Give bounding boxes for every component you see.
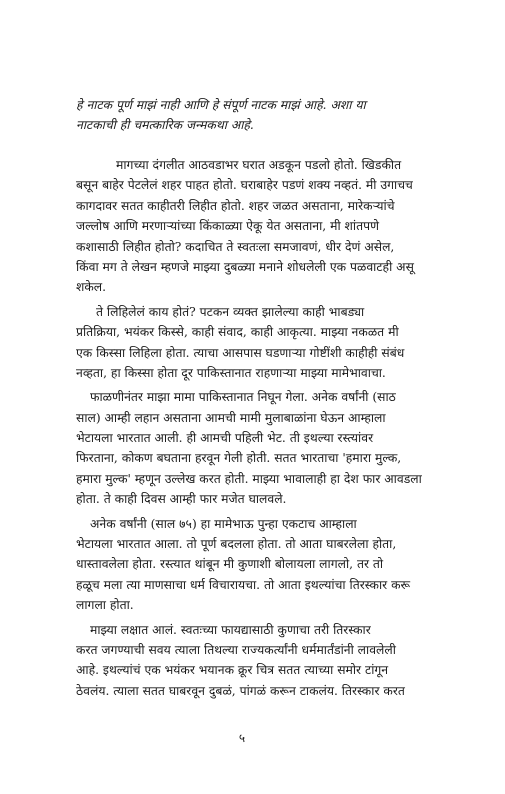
text-line: शकेल. [76, 280, 107, 295]
text-line: मागच्या दंगलीत आठवडाभर घरात अडकून पडलो होतो. खिडकीत [116, 158, 402, 172]
text-line: हमारा मुल्क' म्हणून उल्लेख करत होती. माझ्या भावालाही हा देश फार आवडला [76, 471, 422, 486]
paragraph [76, 155, 432, 298]
text-line: साल) आम्ही लहान असताना आमची मामी मुलाबाळांना घेऊन आम्हाला [76, 410, 386, 425]
text-line: जल्लोष आणि मरणाऱ्यांच्या किंकाळ्या ऐकू येत असताना, मी शांतपणे [76, 219, 379, 234]
text-line: एक किस्सा लिहिला होता. त्याचा आसपास घडणाऱ्या गोष्टींशी काहीही संबंध [76, 345, 405, 360]
text-line: अनेक वर्षांनी (साल ७५) हा मामेभाऊ पुन्हा एकटाच आम्हाला [90, 516, 357, 531]
text-line: नाटकाची ही चमत्कारिक जन्मकथा आहे. [76, 118, 254, 133]
paragraph [76, 620, 432, 702]
text-line: फिरताना, कोकण बघताना हरवून गेली होती. सतत भारताचा 'हमारा मुल्क, [76, 451, 402, 466]
text-line: भेटायला भारतात आला. तो पूर्ण बदलला होता. तो आता घाबरलेला होता, [76, 537, 397, 552]
page-number: ५ [238, 731, 246, 745]
paragraph [76, 302, 432, 384]
text-line: बसून बाहेर पेटलेलं शहर पाहत होतो. घराबाहेर पडणं शक्य नव्हतं. मी उगाचच [76, 178, 413, 193]
body-text [76, 155, 432, 701]
text-line: करत जगण्याची सवय त्याला तिथल्या राज्यकर्त्यांनी धर्ममार्तंडांनी लावलेली [76, 642, 396, 657]
text-line: फाळणीनंतर माझा मामा पाकिस्तानात निघून गेला. अनेक वर्षांनी (साठ [90, 390, 396, 405]
text-line: कशासाठी लिहीत होतो? कदाचित ते स्वतःला समजावणं, धीर देणं असेल, [76, 239, 395, 254]
text-line: कागदावर सतत काहीतरी लिहीत होतो. शहर जळत असताना, मारेकऱ्यांचे [76, 198, 395, 213]
text-line: प्रतिक्रिया, भयंकर किस्से, काही संवाद, काही आकृत्या. माझ्या नकळत मी [76, 325, 399, 340]
text-line: किंवा मग ते लेखन म्हणजे माझ्या दुबळ्या मनाने शोधलेली एक पळवाटही असू [76, 259, 414, 274]
paragraph [76, 514, 432, 616]
paragraph [76, 387, 432, 509]
text-line: धास्तावलेला होता. रस्त्यात थांबून मी कुणाशी बोलायला लागलो, तर तो [76, 557, 384, 572]
text-line: ठेवलंय. त्याला सतत घाबरवून दुबळं, पांगळं करून टाकलंय. तिरस्कार करत [76, 683, 405, 698]
text-line: ते लिहिलेलं काय होतं? पटकन व्यक्त झालेल्या काही भाबड्या [96, 304, 365, 319]
intro-paragraph [76, 95, 432, 136]
text-line: हे नाटक पूर्ण माझं नाही आणि हे संपूर्ण नाटक माझं आहे. अशा या [76, 98, 366, 112]
text-line: हळूच मला त्या माणसाचा धर्म विचारायचा. तो आता इथल्यांचा तिरस्कार करू [76, 577, 411, 592]
text-line: लागला होता. [76, 598, 134, 613]
text-line: होता. ते काही दिवस आम्ही फार मजेत घालवले. [76, 492, 287, 507]
text-line: भेटायला भारतात आली. ही आमची पहिली भेट. ती इथल्या रस्त्यांवर [76, 431, 374, 446]
text-line: माझ्या लक्षात आलं. स्वतःच्या फायद्यासाठी कुणाचा तरी तिरस्कार [90, 622, 371, 637]
text-line: नव्हता, हा किस्सा होता दूर पाकिस्तानात राहणाऱ्या माझ्या मामेभावाचा. [76, 365, 386, 380]
text-line: आहे. इथल्यांचं एक भयंकर भयानक क्रूर चित्र सतत त्याच्या समोर टांगून [76, 663, 389, 678]
